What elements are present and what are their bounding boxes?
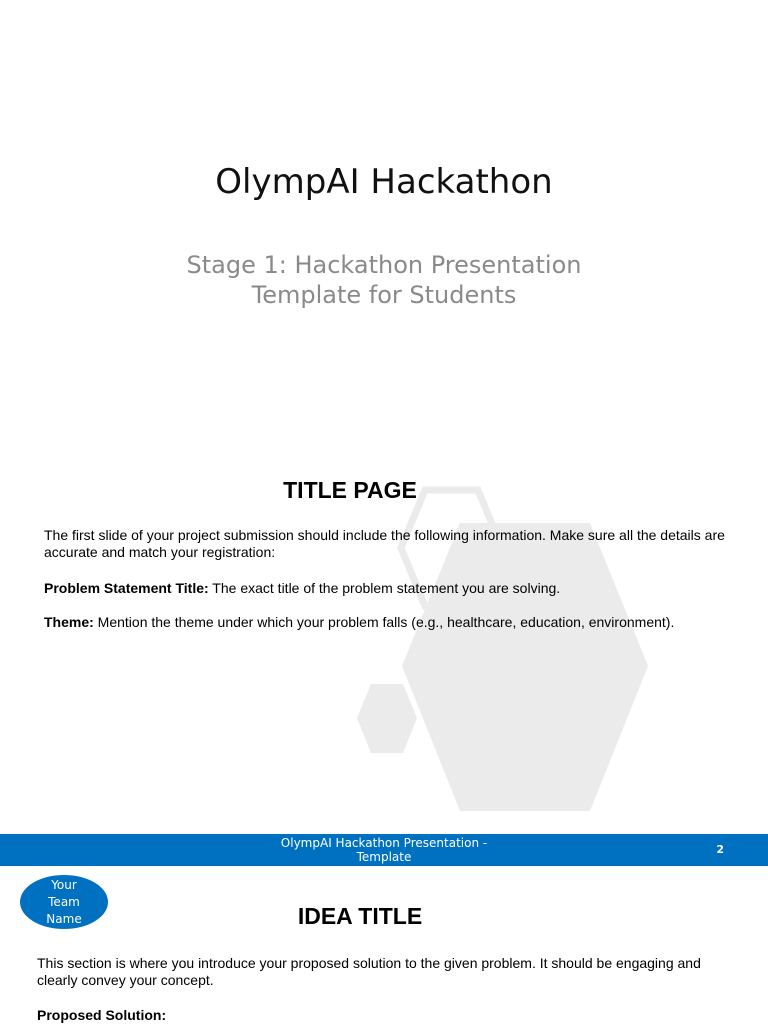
footer-text: OlympAI Hackathon Presentation - Template <box>280 836 488 864</box>
small-hexagon <box>357 684 417 753</box>
hexagon-decoration <box>0 460 768 866</box>
page-number: 2 <box>716 843 724 856</box>
team-name-badge <box>20 875 108 929</box>
title-page-slide <box>0 460 768 866</box>
theme-text: Mention the theme under which your problem falls (e.g., healthcare, education, environment). <box>93 614 675 630</box>
problem-statement-text: The exact title of the problem statement you are solving. <box>208 580 561 596</box>
title-slide <box>0 0 768 460</box>
problem-statement-line <box>44 580 734 597</box>
title-page-intro: The first slide of your project submission should include the following information. Make sure all the details are accurate and match your registration: <box>44 527 725 560</box>
team-name-text: Your Team Name <box>46 877 82 926</box>
problem-statement-label: Problem Statement Title: <box>44 580 209 596</box>
theme-label: Theme: <box>44 614 94 630</box>
proposed-solution-line <box>37 1007 707 1024</box>
title-page-heading: TITLE PAGE <box>283 477 417 503</box>
presentation-title: OlympAI Hackathon <box>215 162 553 202</box>
large-hexagon <box>402 523 648 811</box>
idea-intro: This section is where you introduce your proposed solution to the given problem. It should be engaging and clearly convey your concept. <box>37 955 701 988</box>
idea-title-slide <box>0 866 768 1024</box>
slide-footer <box>0 834 768 866</box>
proposed-solution-label: Proposed Solution: <box>37 1007 167 1023</box>
presentation-subtitle: Stage 1: Hackathon Presentation Template for Students <box>186 251 582 309</box>
theme-line <box>44 614 734 631</box>
idea-title-heading: IDEA TITLE <box>297 903 423 929</box>
